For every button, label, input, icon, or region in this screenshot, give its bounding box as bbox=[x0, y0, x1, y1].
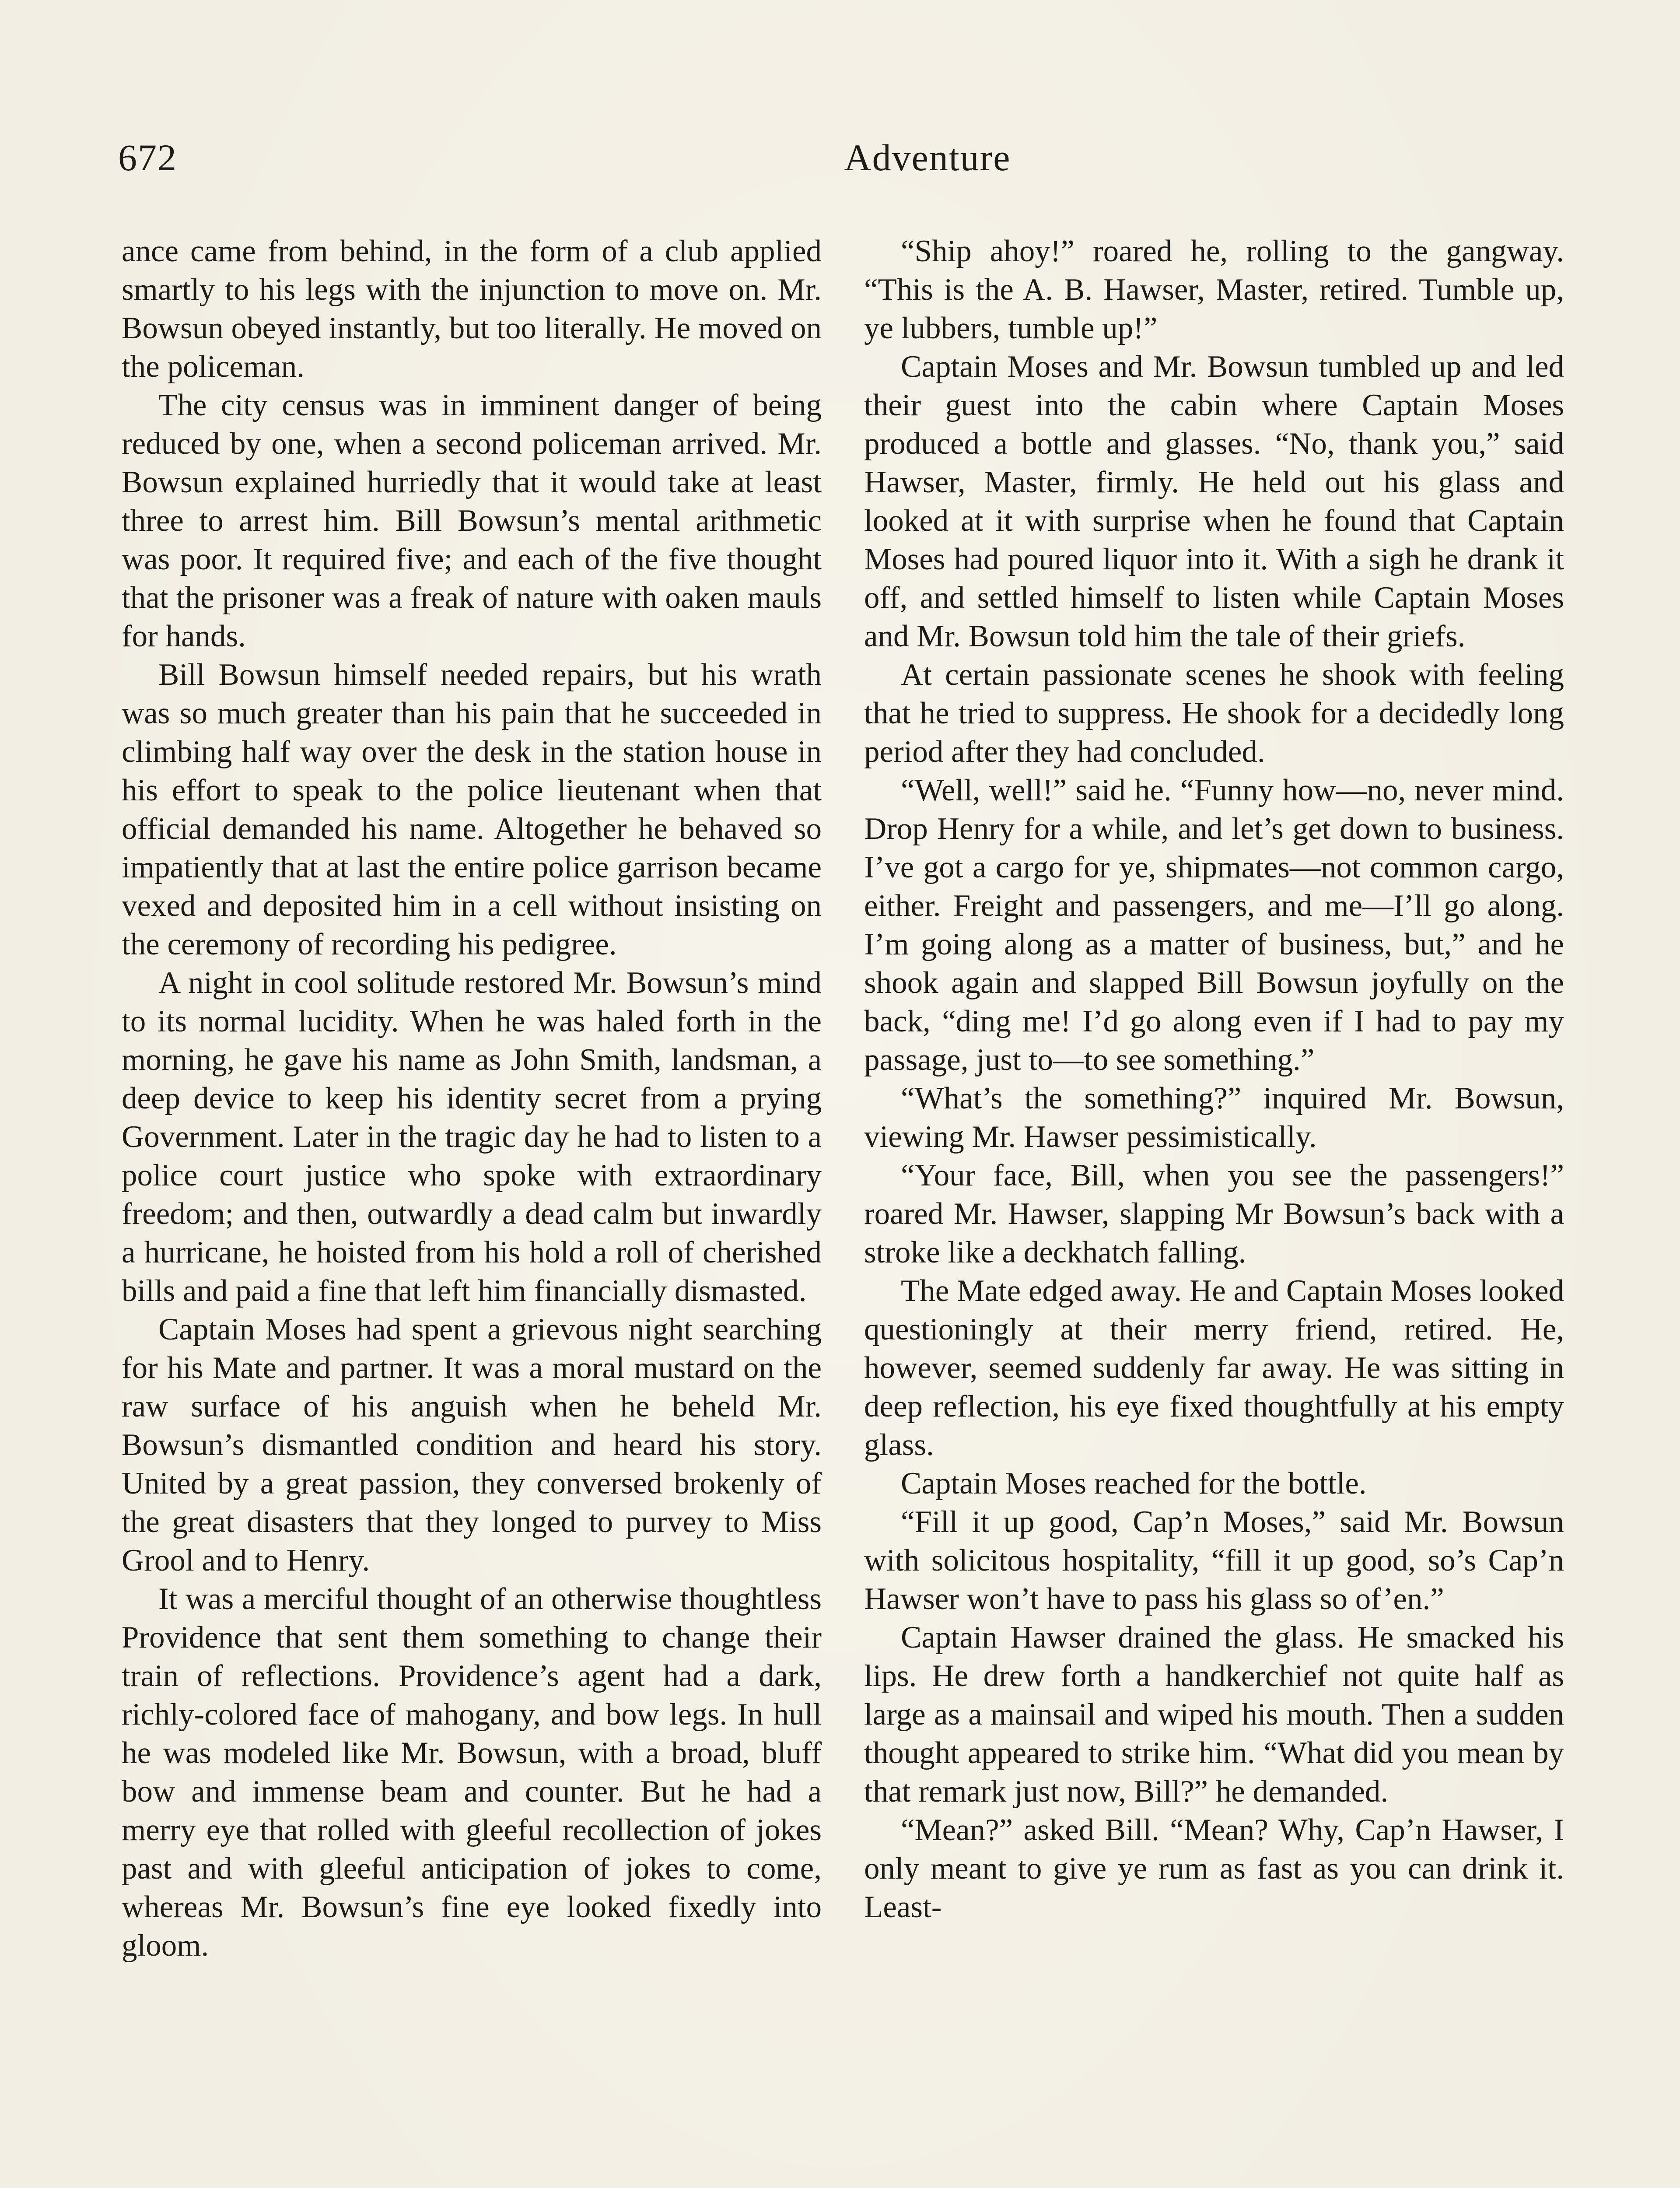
paragraph: “Your face, Bill, when you see the passengers!” roared Mr. Hawser, slapping Mr Bowsun’s back with a stroke like a deckhatch falling. bbox=[864, 1158, 1564, 1269]
paragraph: Captain Moses had spent a grievous night searching for his Mate and partner. It was a moral mustard on the raw surface of his anguish when he beheld Mr. Bowsun’s dismantled condition and heard his story. United by a great passion, they conversed brokenly of the great disasters that they longed to purvey to Miss Grool and to Henry. bbox=[122, 1312, 822, 1578]
paragraph: Bill Bowsun himself needed repairs, but his wrath was so much greater than his pain that he succeeded in climbing half way over the desk in the station house in his effort to speak to the police lieutenant when that official demanded his name. Altogether he behaved so impatiently that at last the entire police garrison became vexed and deposited him in a cell without insisting on the ceremony of recording his pedigree. bbox=[122, 658, 822, 961]
running-title: Adventure bbox=[844, 137, 1011, 179]
left-text-column bbox=[122, 232, 822, 1965]
paragraph: At certain passionate scenes he shook with feeling that he tried to suppress. He shook for a decidedly long period after they had concluded. bbox=[864, 658, 1564, 769]
paragraph: “What’s the something?” inquired Mr. Bowsun, viewing Mr. Hawser pessimistically. bbox=[864, 1081, 1564, 1154]
paragraph: “Fill it up good, Cap’n Moses,” said Mr. Bowsun with solicitous hospitality, “fill it up good, so’s Cap’n Hawser won’t have to pass his glass so of’en.” bbox=[864, 1505, 1564, 1616]
paragraph: “Well, well!” said he. “Funny how—no, never mind. Drop Henry for a while, and let’s get down to business. I’ve got a cargo for ye, shipmates—not common cargo, either. Freight and passengers, and me—I’ll go along. I’m going along as a matter of business, but,” and he shook again and slapped Bill Bowsun joyfully on the back, “ding me! I’d go along even if I had to pay my passage, just to—to see something.” bbox=[864, 773, 1564, 1077]
page-header bbox=[118, 131, 1562, 193]
paragraph: A night in cool solitude restored Mr. Bowsun’s mind to its normal lucidity. When he was haled forth in the morning, he gave his name as John Smith, landsman, a deep device to keep his identity secret from a prying Government. Later in the tragic day he had to listen to a police court justice who spoke with extraordinary freedom; and then, outwardly a dead calm but inwardly a hurricane, he hoisted from his hold a roll of cherished bills and paid a fine that left him financially dismasted. bbox=[122, 966, 822, 1308]
paragraph: ance came from behind, in the form of a club applied smartly to his legs with the injunction to move on. Mr. Bowsun obeyed instantly, but too literally. He moved on the policeman. bbox=[122, 234, 822, 384]
right-text-column bbox=[864, 232, 1564, 1926]
paragraph: Captain Moses and Mr. Bowsun tumbled up and led their guest into the cabin where Captain Moses produced a bottle and glasses. “No, thank you,” said Hawser, Master, firmly. He held out his glass and looked at it with surprise when he found that Captain Moses had poured liquor into it. With a sigh he drank it off, and settled himself to listen while Captain Moses and Mr. Bowsun told him the tale of their griefs. bbox=[864, 350, 1564, 653]
paragraph: Captain Moses reached for the bottle. bbox=[901, 1466, 1367, 1501]
page-number: 672 bbox=[118, 137, 177, 179]
paragraph: Captain Hawser drained the glass. He smacked his lips. He drew forth a handkerchief not quite half as large as a mainsail and wiped his mouth. Then a sudden thought appeared to strike him. “What did you mean by that remark just now, Bill?” he demanded. bbox=[864, 1620, 1564, 1809]
paragraph: “Ship ahoy!” roared he, rolling to the gangway. “This is the A. B. Hawser, Master, retired. Tumble up, ye lubbers, tumble up!” bbox=[864, 234, 1564, 345]
paragraph: It was a merciful thought of an otherwise thoughtless Providence that sent them something to change their train of reflections. Providence’s agent had a dark, richly-colored face of mahogany, and bow legs. In hull he was modeled like Mr. Bowsun, with a broad, bluff bow and immense beam and counter. But he had a merry eye that rolled with gleeful recollection of jokes past and with gleeful anticipation of jokes to come, whereas Mr. Bowsun’s fine eye looked fixedly into gloom. bbox=[122, 1582, 822, 1963]
paragraph: The city census was in imminent danger of being reduced by one, when a second policeman arrived. Mr. Bowsun explained hurriedly that it would take at least three to arrest him. Bill Bowsun’s mental arithmetic was poor. It required five; and each of the five thought that the prisoner was a freak of nature with oaken mauls for hands. bbox=[122, 388, 822, 653]
paragraph: “Mean?” asked Bill. “Mean? Why, Cap’n Hawser, I only meant to give ye rum as fast as you can drink it. Least- bbox=[864, 1813, 1564, 1924]
paragraph: The Mate edged away. He and Captain Moses looked questioningly at their merry friend, retired. He, however, seemed suddenly far away. He was sitting in deep reflection, his eye fixed thoughtfully at his empty glass. bbox=[864, 1274, 1564, 1462]
